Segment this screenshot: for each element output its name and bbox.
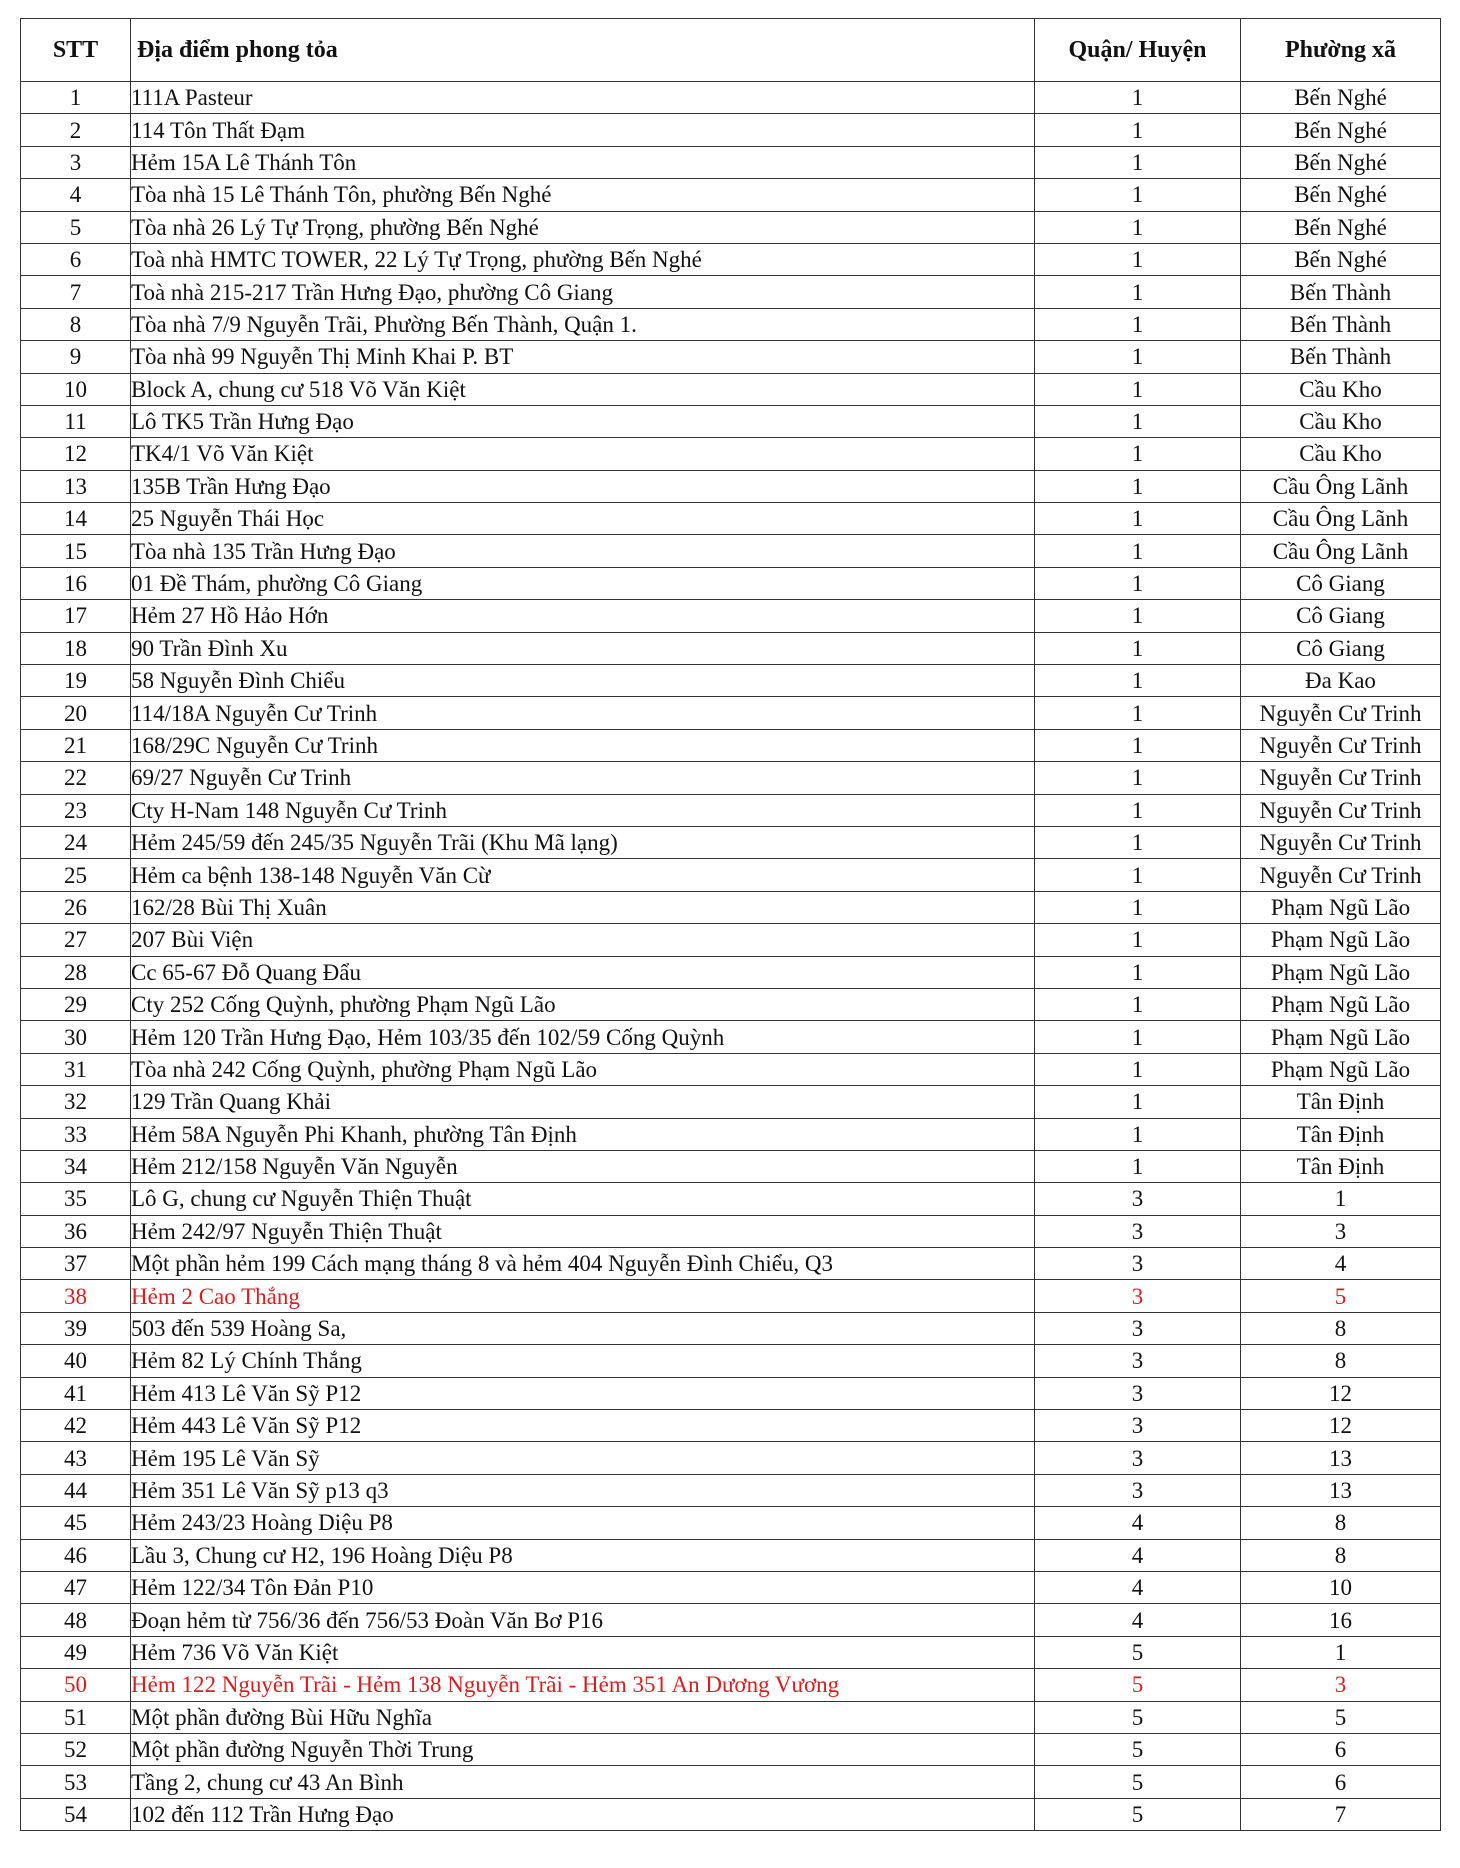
row-ward-cell: 10: [1241, 1571, 1441, 1603]
table-row: [21, 729, 1441, 761]
header-district: Quận/ Huyện: [1035, 19, 1241, 82]
row-district-cell: 1: [1035, 859, 1241, 891]
row-location-cell: 102 đến 112 Trần Hưng Đạo: [131, 1798, 1035, 1830]
row-ward-cell: 12: [1241, 1377, 1441, 1409]
table-row: [21, 1086, 1441, 1118]
row-ward-cell: 13: [1241, 1474, 1441, 1506]
row-location-cell: Cc 65-67 Đỗ Quang Đẩu: [131, 956, 1035, 988]
row-stt-cell: 39: [21, 1312, 131, 1344]
row-ward-cell: 4: [1241, 1248, 1441, 1280]
row-district-cell: 1: [1035, 697, 1241, 729]
row-location-cell: 503 đến 539 Hoàng Sa,: [131, 1312, 1035, 1344]
row-ward-cell: Bến Thành: [1241, 341, 1441, 373]
row-location-cell: 25 Nguyễn Thái Học: [131, 503, 1035, 535]
table-row: [21, 567, 1441, 599]
table-row: [21, 146, 1441, 178]
row-district-cell: 5: [1035, 1701, 1241, 1733]
row-stt-cell: 23: [21, 794, 131, 826]
table-row: [21, 1474, 1441, 1506]
row-stt-cell: 10: [21, 373, 131, 405]
row-ward-cell: 5: [1241, 1280, 1441, 1312]
row-stt-cell: 45: [21, 1507, 131, 1539]
row-district-cell: 1: [1035, 762, 1241, 794]
row-stt-cell: 47: [21, 1571, 131, 1603]
table-row: [21, 826, 1441, 858]
table-body: [21, 82, 1441, 1831]
row-district-cell: 1: [1035, 1150, 1241, 1182]
table-row: [21, 762, 1441, 794]
row-stt-cell: 36: [21, 1215, 131, 1247]
row-stt-cell: 51: [21, 1701, 131, 1733]
row-location-cell: 58 Nguyễn Đình Chiểu: [131, 665, 1035, 697]
table-row: [21, 1410, 1441, 1442]
row-stt-cell: 19: [21, 665, 131, 697]
row-stt-cell: 15: [21, 535, 131, 567]
row-location-cell: Tòa nhà 15 Lê Thánh Tôn, phường Bến Nghé: [131, 179, 1035, 211]
row-district-cell: 3: [1035, 1345, 1241, 1377]
row-ward-cell: Cầu Ông Lãnh: [1241, 535, 1441, 567]
table-row: [21, 1377, 1441, 1409]
table-row: [21, 794, 1441, 826]
row-stt-cell: 28: [21, 956, 131, 988]
row-stt-cell: 49: [21, 1636, 131, 1668]
table-row: [21, 503, 1441, 535]
row-stt-cell: 29: [21, 988, 131, 1020]
row-district-cell: 1: [1035, 567, 1241, 599]
row-stt-cell: 38: [21, 1280, 131, 1312]
row-location-cell: Hẻm 122 Nguyễn Trãi - Hẻm 138 Nguyễn Trãi - Hẻm 351 An Dương Vương: [131, 1669, 1035, 1701]
row-stt-cell: 17: [21, 600, 131, 632]
row-ward-cell: Bến Nghé: [1241, 179, 1441, 211]
row-location-cell: Hẻm 82 Lý Chính Thắng: [131, 1345, 1035, 1377]
row-district-cell: 1: [1035, 114, 1241, 146]
table-row: [21, 1733, 1441, 1765]
row-ward-cell: Phạm Ngũ Lão: [1241, 956, 1441, 988]
table-row: [21, 1280, 1441, 1312]
row-stt-cell: 26: [21, 891, 131, 923]
row-district-cell: 3: [1035, 1183, 1241, 1215]
header-ward: Phường xã: [1241, 19, 1441, 82]
row-stt-cell: 8: [21, 308, 131, 340]
row-stt-cell: 35: [21, 1183, 131, 1215]
row-ward-cell: 8: [1241, 1539, 1441, 1571]
row-location-cell: TK4/1 Võ Văn Kiệt: [131, 438, 1035, 470]
row-location-cell: Cty H-Nam 148 Nguyễn Cư Trinh: [131, 794, 1035, 826]
table-row: [21, 1183, 1441, 1215]
row-stt-cell: 42: [21, 1410, 131, 1442]
row-district-cell: 3: [1035, 1280, 1241, 1312]
table-row: [21, 1701, 1441, 1733]
row-stt-cell: 24: [21, 826, 131, 858]
row-location-cell: Tầng 2, chung cư 43 An Bình: [131, 1766, 1035, 1798]
row-stt-cell: 25: [21, 859, 131, 891]
row-location-cell: Hẻm 27 Hồ Hảo Hớn: [131, 600, 1035, 632]
row-district-cell: 5: [1035, 1636, 1241, 1668]
table-row: [21, 1442, 1441, 1474]
row-stt-cell: 54: [21, 1798, 131, 1830]
row-ward-cell: 7: [1241, 1798, 1441, 1830]
row-ward-cell: Bến Nghé: [1241, 114, 1441, 146]
row-location-cell: Tòa nhà 26 Lý Tự Trọng, phường Bến Nghé: [131, 211, 1035, 243]
row-location-cell: 01 Đề Thám, phường Cô Giang: [131, 567, 1035, 599]
row-district-cell: 1: [1035, 276, 1241, 308]
row-stt-cell: 33: [21, 1118, 131, 1150]
row-district-cell: 1: [1035, 470, 1241, 502]
row-stt-cell: 1: [21, 82, 131, 114]
row-district-cell: 3: [1035, 1377, 1241, 1409]
table-row: [21, 82, 1441, 114]
row-stt-cell: 50: [21, 1669, 131, 1701]
row-ward-cell: Phạm Ngũ Lão: [1241, 1053, 1441, 1085]
row-location-cell: 207 Bùi Viện: [131, 924, 1035, 956]
row-ward-cell: Phạm Ngũ Lão: [1241, 924, 1441, 956]
row-ward-cell: 16: [1241, 1604, 1441, 1636]
row-district-cell: 3: [1035, 1312, 1241, 1344]
row-location-cell: 90 Trần Đình Xu: [131, 632, 1035, 664]
row-district-cell: 1: [1035, 503, 1241, 535]
row-district-cell: 1: [1035, 729, 1241, 761]
row-ward-cell: Bến Nghé: [1241, 82, 1441, 114]
table-row: [21, 114, 1441, 146]
row-location-cell: Hẻm 15A Lê Thánh Tôn: [131, 146, 1035, 178]
table-row: [21, 1150, 1441, 1182]
row-district-cell: 3: [1035, 1474, 1241, 1506]
lockdown-locations-table: [20, 18, 1441, 1831]
row-stt-cell: 18: [21, 632, 131, 664]
row-location-cell: 129 Trần Quang Khải: [131, 1086, 1035, 1118]
row-ward-cell: Nguyễn Cư Trinh: [1241, 859, 1441, 891]
row-location-cell: Hẻm 243/23 Hoàng Diệu P8: [131, 1507, 1035, 1539]
header-location: Địa điểm phong tỏa: [131, 19, 1035, 82]
table-row: [21, 632, 1441, 664]
row-district-cell: 1: [1035, 211, 1241, 243]
row-ward-cell: Cô Giang: [1241, 600, 1441, 632]
row-ward-cell: Cô Giang: [1241, 632, 1441, 664]
row-location-cell: Hẻm 242/97 Nguyễn Thiện Thuật: [131, 1215, 1035, 1247]
row-ward-cell: Cầu Kho: [1241, 438, 1441, 470]
row-ward-cell: 8: [1241, 1312, 1441, 1344]
row-location-cell: Lô G, chung cư Nguyễn Thiện Thuật: [131, 1183, 1035, 1215]
row-district-cell: 1: [1035, 243, 1241, 275]
row-location-cell: 162/28 Bùi Thị Xuân: [131, 891, 1035, 923]
row-ward-cell: Bến Nghé: [1241, 146, 1441, 178]
row-location-cell: 168/29C Nguyễn Cư Trinh: [131, 729, 1035, 761]
row-ward-cell: Tân Định: [1241, 1150, 1441, 1182]
table-row: [21, 1669, 1441, 1701]
row-ward-cell: Cầu Ông Lãnh: [1241, 470, 1441, 502]
row-ward-cell: Bến Thành: [1241, 276, 1441, 308]
row-stt-cell: 12: [21, 438, 131, 470]
row-district-cell: 3: [1035, 1442, 1241, 1474]
table-row: [21, 891, 1441, 923]
row-stt-cell: 9: [21, 341, 131, 373]
row-location-cell: Lô TK5 Trần Hưng Đạo: [131, 405, 1035, 437]
row-stt-cell: 11: [21, 405, 131, 437]
table-row: [21, 956, 1441, 988]
row-stt-cell: 20: [21, 697, 131, 729]
row-stt-cell: 3: [21, 146, 131, 178]
row-location-cell: 114 Tôn Thất Đạm: [131, 114, 1035, 146]
table-row: [21, 600, 1441, 632]
row-location-cell: Một phần hẻm 199 Cách mạng tháng 8 và hẻm 404 Nguyễn Đình Chiểu, Q3: [131, 1248, 1035, 1280]
row-location-cell: Tòa nhà 242 Cống Quỳnh, phường Phạm Ngũ Lão: [131, 1053, 1035, 1085]
row-district-cell: 5: [1035, 1798, 1241, 1830]
row-district-cell: 1: [1035, 405, 1241, 437]
row-ward-cell: Bến Thành: [1241, 308, 1441, 340]
table-row: [21, 373, 1441, 405]
row-location-cell: Hẻm 195 Lê Văn Sỹ: [131, 1442, 1035, 1474]
row-district-cell: 1: [1035, 179, 1241, 211]
row-ward-cell: Bến Nghé: [1241, 243, 1441, 275]
row-district-cell: 1: [1035, 956, 1241, 988]
row-ward-cell: 5: [1241, 1701, 1441, 1733]
row-location-cell: 111A Pasteur: [131, 82, 1035, 114]
row-stt-cell: 44: [21, 1474, 131, 1506]
row-stt-cell: 46: [21, 1539, 131, 1571]
table-row: [21, 276, 1441, 308]
row-ward-cell: Nguyễn Cư Trinh: [1241, 729, 1441, 761]
row-district-cell: 5: [1035, 1669, 1241, 1701]
row-ward-cell: 1: [1241, 1636, 1441, 1668]
table-row: [21, 1636, 1441, 1668]
table-row: [21, 924, 1441, 956]
row-district-cell: 3: [1035, 1215, 1241, 1247]
row-location-cell: Lầu 3, Chung cư H2, 196 Hoàng Diệu P8: [131, 1539, 1035, 1571]
row-district-cell: 1: [1035, 1118, 1241, 1150]
row-location-cell: Hẻm 351 Lê Văn Sỹ p13 q3: [131, 1474, 1035, 1506]
row-district-cell: 3: [1035, 1410, 1241, 1442]
row-ward-cell: Cầu Kho: [1241, 373, 1441, 405]
row-stt-cell: 22: [21, 762, 131, 794]
row-district-cell: 4: [1035, 1539, 1241, 1571]
row-ward-cell: 12: [1241, 1410, 1441, 1442]
table-row: [21, 535, 1441, 567]
row-district-cell: 4: [1035, 1507, 1241, 1539]
row-location-cell: Hẻm 212/158 Nguyễn Văn Nguyễn: [131, 1150, 1035, 1182]
row-stt-cell: 41: [21, 1377, 131, 1409]
row-stt-cell: 30: [21, 1021, 131, 1053]
row-ward-cell: Cầu Ông Lãnh: [1241, 503, 1441, 535]
table-row: [21, 1345, 1441, 1377]
row-stt-cell: 5: [21, 211, 131, 243]
table-row: [21, 243, 1441, 275]
row-location-cell: Đoạn hẻm từ 756/36 đến 756/53 Đoàn Văn Bơ P16: [131, 1604, 1035, 1636]
row-ward-cell: 8: [1241, 1345, 1441, 1377]
row-district-cell: 5: [1035, 1733, 1241, 1765]
table-row: [21, 665, 1441, 697]
row-location-cell: 135B Trần Hưng Đạo: [131, 470, 1035, 502]
row-district-cell: 1: [1035, 82, 1241, 114]
table-row: [21, 438, 1441, 470]
row-stt-cell: 52: [21, 1733, 131, 1765]
row-location-cell: Hẻm 2 Cao Thắng: [131, 1280, 1035, 1312]
row-district-cell: 4: [1035, 1571, 1241, 1603]
row-district-cell: 1: [1035, 924, 1241, 956]
row-stt-cell: 32: [21, 1086, 131, 1118]
row-stt-cell: 2: [21, 114, 131, 146]
table-row: [21, 1571, 1441, 1603]
row-location-cell: Hẻm 736 Võ Văn Kiệt: [131, 1636, 1035, 1668]
row-ward-cell: Bến Nghé: [1241, 211, 1441, 243]
table-row: [21, 1766, 1441, 1798]
row-location-cell: Hẻm 58A Nguyễn Phi Khanh, phường Tân Định: [131, 1118, 1035, 1150]
row-stt-cell: 40: [21, 1345, 131, 1377]
row-stt-cell: 31: [21, 1053, 131, 1085]
row-stt-cell: 43: [21, 1442, 131, 1474]
row-location-cell: Cty 252 Cống Quỳnh, phường Phạm Ngũ Lão: [131, 988, 1035, 1020]
row-location-cell: Tòa nhà 7/9 Nguyễn Trãi, Phường Bến Thành, Quận 1.: [131, 308, 1035, 340]
row-district-cell: 1: [1035, 794, 1241, 826]
row-district-cell: 1: [1035, 891, 1241, 923]
row-ward-cell: 1: [1241, 1183, 1441, 1215]
row-stt-cell: 34: [21, 1150, 131, 1182]
row-stt-cell: 16: [21, 567, 131, 599]
row-district-cell: 1: [1035, 600, 1241, 632]
row-ward-cell: Phạm Ngũ Lão: [1241, 891, 1441, 923]
row-ward-cell: 3: [1241, 1669, 1441, 1701]
row-district-cell: 1: [1035, 535, 1241, 567]
row-stt-cell: 7: [21, 276, 131, 308]
table-row: [21, 1507, 1441, 1539]
row-location-cell: 69/27 Nguyễn Cư Trinh: [131, 762, 1035, 794]
table-row: [21, 859, 1441, 891]
row-stt-cell: 6: [21, 243, 131, 275]
row-stt-cell: 14: [21, 503, 131, 535]
row-location-cell: Block A, chung cư 518 Võ Văn Kiệt: [131, 373, 1035, 405]
table-row: [21, 341, 1441, 373]
row-location-cell: 114/18A Nguyễn Cư Trinh: [131, 697, 1035, 729]
row-location-cell: Hẻm ca bệnh 138-148 Nguyễn Văn Cừ: [131, 859, 1035, 891]
row-location-cell: Hẻm 120 Trần Hưng Đạo, Hẻm 103/35 đến 102/59 Cống Quỳnh: [131, 1021, 1035, 1053]
row-ward-cell: 6: [1241, 1733, 1441, 1765]
header-stt: STT: [21, 19, 131, 82]
row-ward-cell: Tân Định: [1241, 1086, 1441, 1118]
table-row: [21, 1604, 1441, 1636]
row-ward-cell: 6: [1241, 1766, 1441, 1798]
row-ward-cell: Nguyễn Cư Trinh: [1241, 762, 1441, 794]
row-stt-cell: 21: [21, 729, 131, 761]
row-district-cell: 5: [1035, 1766, 1241, 1798]
row-district-cell: 1: [1035, 438, 1241, 470]
row-location-cell: Tòa nhà 99 Nguyễn Thị Minh Khai P. BT: [131, 341, 1035, 373]
row-stt-cell: 37: [21, 1248, 131, 1280]
row-district-cell: 1: [1035, 308, 1241, 340]
table-row: [21, 1118, 1441, 1150]
table-row: [21, 470, 1441, 502]
row-ward-cell: 8: [1241, 1507, 1441, 1539]
table-header-row: [21, 19, 1441, 82]
row-stt-cell: 13: [21, 470, 131, 502]
row-location-cell: Hẻm 413 Lê Văn Sỹ P12: [131, 1377, 1035, 1409]
table-row: [21, 1248, 1441, 1280]
row-location-cell: Toà nhà 215-217 Trần Hưng Đạo, phường Cô Giang: [131, 276, 1035, 308]
row-ward-cell: Phạm Ngũ Lão: [1241, 1021, 1441, 1053]
table-row: [21, 1312, 1441, 1344]
row-district-cell: 1: [1035, 1053, 1241, 1085]
table-row: [21, 1215, 1441, 1247]
row-ward-cell: 3: [1241, 1215, 1441, 1247]
row-ward-cell: 13: [1241, 1442, 1441, 1474]
row-location-cell: Một phần đường Bùi Hữu Nghĩa: [131, 1701, 1035, 1733]
row-district-cell: 1: [1035, 988, 1241, 1020]
row-ward-cell: Cầu Kho: [1241, 405, 1441, 437]
row-district-cell: 1: [1035, 1086, 1241, 1118]
table-row: [21, 988, 1441, 1020]
row-location-cell: Toà nhà HMTC TOWER, 22 Lý Tự Trọng, phường Bến Nghé: [131, 243, 1035, 275]
row-location-cell: Hẻm 245/59 đến 245/35 Nguyễn Trãi (Khu Mã lạng): [131, 826, 1035, 858]
row-district-cell: 1: [1035, 373, 1241, 405]
row-district-cell: 1: [1035, 341, 1241, 373]
lockdown-table-sheet: [20, 18, 1440, 1831]
table-row: [21, 1539, 1441, 1571]
row-stt-cell: 53: [21, 1766, 131, 1798]
table-row: [21, 1798, 1441, 1830]
row-location-cell: Hẻm 443 Lê Văn Sỹ P12: [131, 1410, 1035, 1442]
row-location-cell: Tòa nhà 135 Trần Hưng Đạo: [131, 535, 1035, 567]
table-row: [21, 179, 1441, 211]
row-ward-cell: Phạm Ngũ Lão: [1241, 988, 1441, 1020]
row-stt-cell: 4: [21, 179, 131, 211]
row-district-cell: 3: [1035, 1248, 1241, 1280]
row-ward-cell: Tân Định: [1241, 1118, 1441, 1150]
row-stt-cell: 48: [21, 1604, 131, 1636]
row-district-cell: 1: [1035, 1021, 1241, 1053]
table-row: [21, 1021, 1441, 1053]
row-ward-cell: Nguyễn Cư Trinh: [1241, 697, 1441, 729]
row-location-cell: Hẻm 122/34 Tôn Đản P10: [131, 1571, 1035, 1603]
row-district-cell: 1: [1035, 632, 1241, 664]
row-ward-cell: Cô Giang: [1241, 567, 1441, 599]
table-row: [21, 308, 1441, 340]
table-row: [21, 697, 1441, 729]
table-row: [21, 1053, 1441, 1085]
row-district-cell: 1: [1035, 826, 1241, 858]
table-row: [21, 211, 1441, 243]
row-ward-cell: Nguyễn Cư Trinh: [1241, 826, 1441, 858]
row-stt-cell: 27: [21, 924, 131, 956]
row-district-cell: 4: [1035, 1604, 1241, 1636]
row-district-cell: 1: [1035, 146, 1241, 178]
table-row: [21, 405, 1441, 437]
row-district-cell: 1: [1035, 665, 1241, 697]
row-ward-cell: Nguyễn Cư Trinh: [1241, 794, 1441, 826]
row-ward-cell: Đa Kao: [1241, 665, 1441, 697]
row-location-cell: Một phần đường Nguyễn Thời Trung: [131, 1733, 1035, 1765]
